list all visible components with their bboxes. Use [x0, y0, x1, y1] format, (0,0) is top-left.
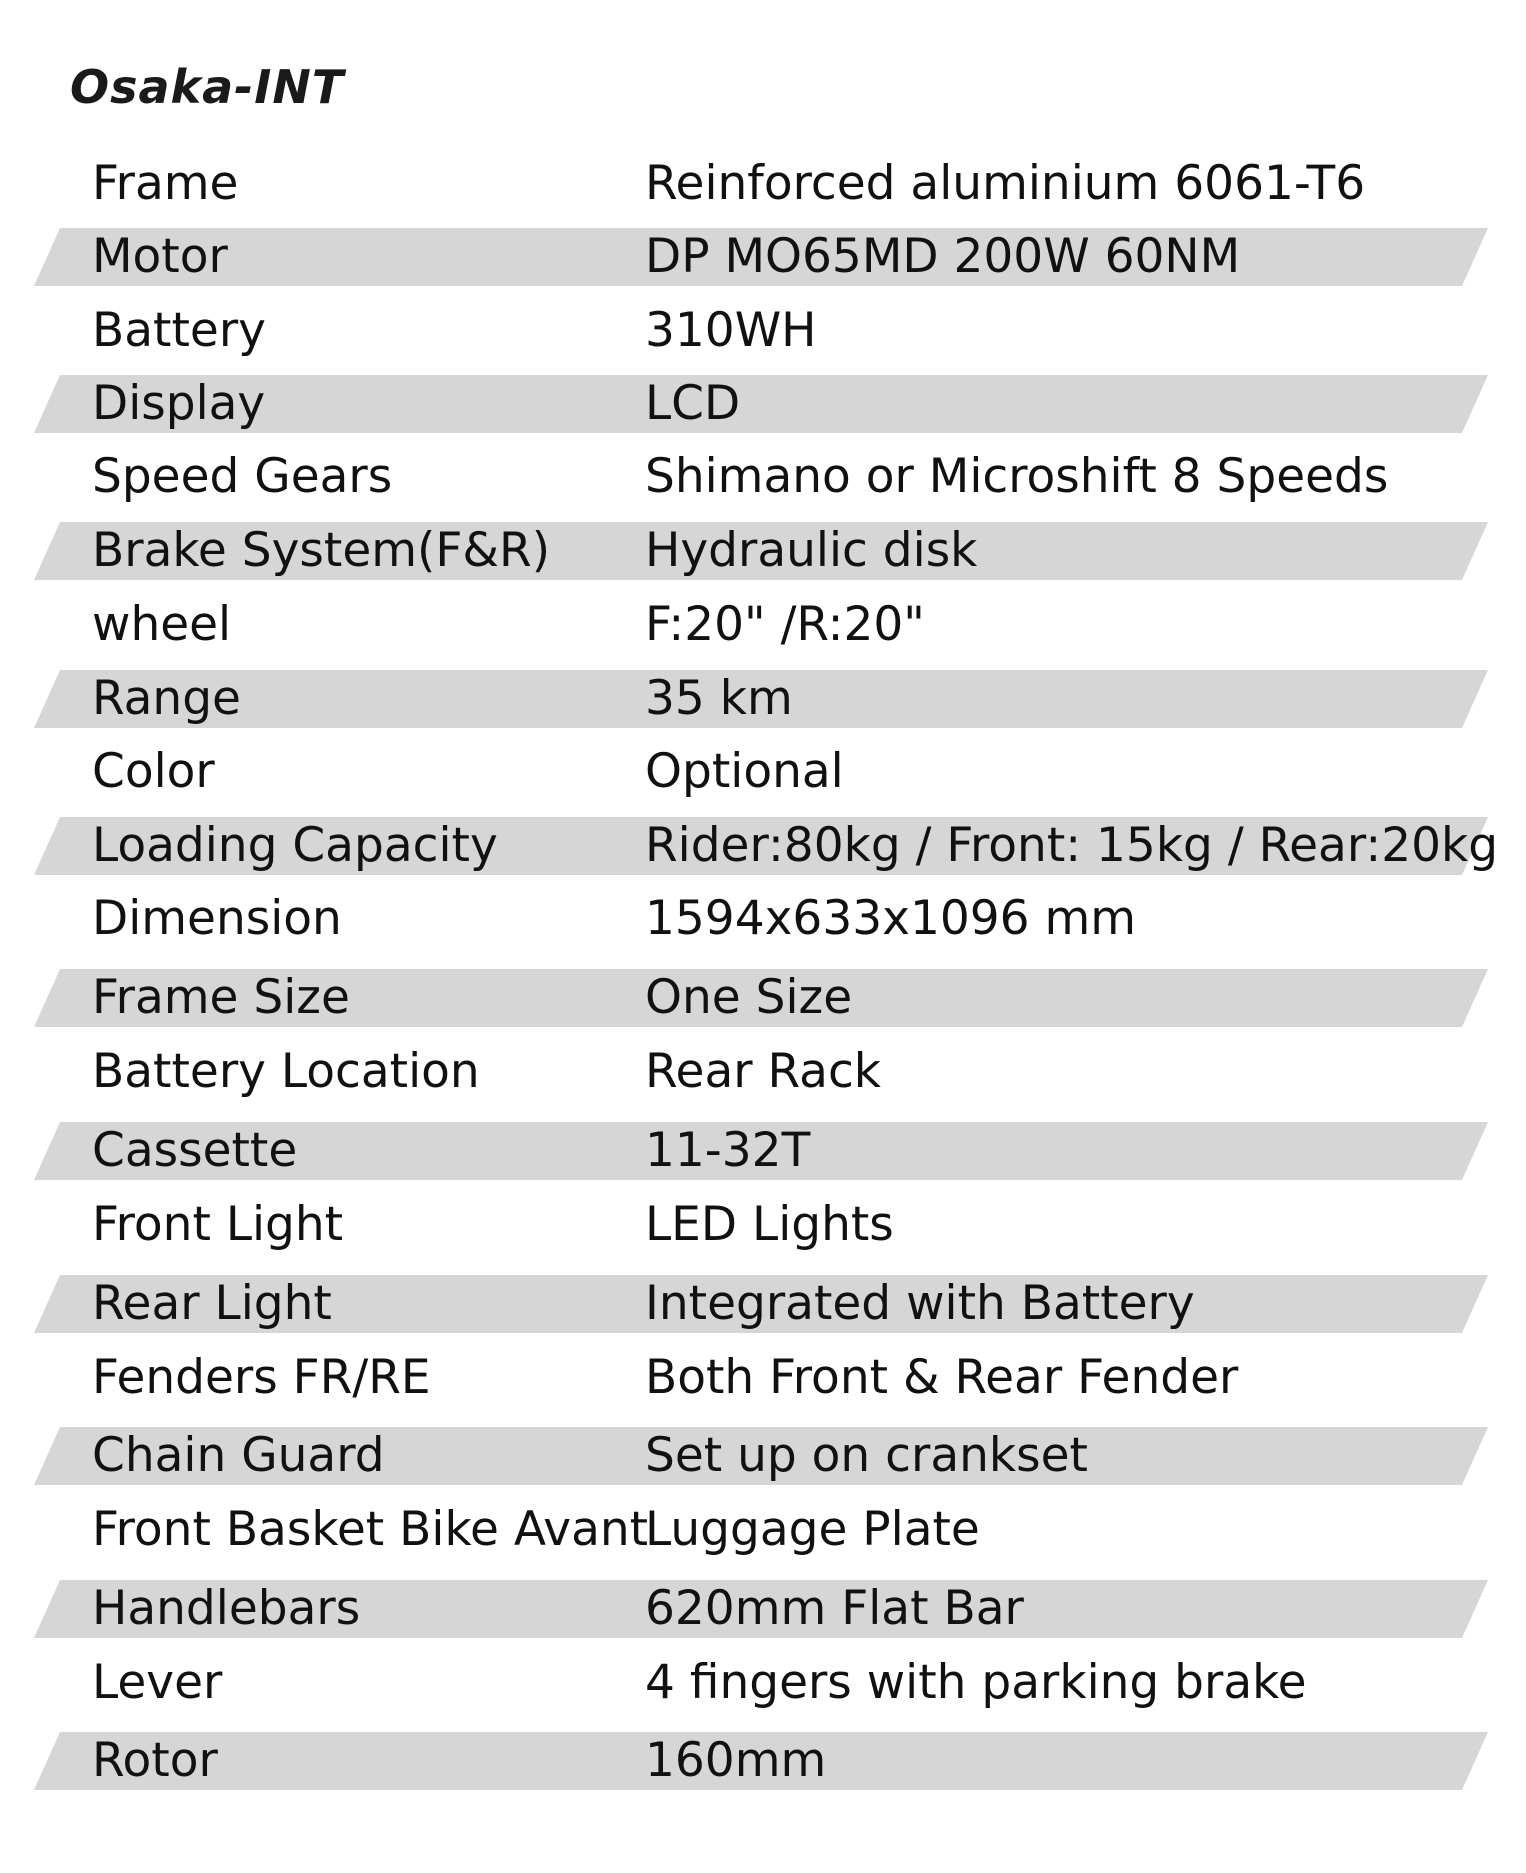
spec-row — [0, 1349, 1526, 1407]
spec-label: wheel — [92, 597, 232, 652]
spec-row — [0, 522, 1526, 580]
spec-label: Fenders FR/RE — [92, 1350, 431, 1405]
spec-value: LCD — [645, 376, 741, 431]
spec-row — [0, 1732, 1526, 1790]
spec-value: Rider:80kg / Front: 15kg / Rear:20kg — [645, 818, 1499, 873]
spec-row — [0, 302, 1526, 360]
spec-label: Loading Capacity — [92, 818, 498, 873]
spec-row — [0, 1196, 1526, 1254]
spec-label: Battery Location — [92, 1044, 480, 1099]
spec-label: Handlebars — [92, 1581, 361, 1636]
spec-label: Color — [92, 744, 215, 799]
spec-row — [0, 155, 1526, 213]
spec-value: 1594x633x1096 mm — [645, 891, 1137, 946]
spec-value: Set up on crankset — [645, 1428, 1088, 1483]
spec-value: Integrated with Battery — [645, 1276, 1195, 1331]
spec-row — [0, 1580, 1526, 1638]
spec-row — [0, 743, 1526, 801]
spec-row — [0, 1501, 1526, 1559]
spec-row — [0, 670, 1526, 728]
spec-label: Dimension — [92, 891, 342, 946]
spec-row — [0, 817, 1526, 875]
spec-label: Frame — [92, 156, 239, 211]
spec-row — [0, 890, 1526, 948]
spec-value: F:20" /R:20" — [645, 597, 925, 652]
spec-row — [0, 1122, 1526, 1180]
spec-value: 4 fingers with parking brake — [645, 1655, 1307, 1710]
spec-label: Display — [92, 376, 266, 431]
spec-label: Battery — [92, 303, 266, 358]
spec-label: Rotor — [92, 1733, 218, 1788]
spec-value: LED Lights — [645, 1197, 894, 1252]
spec-row — [0, 1654, 1526, 1712]
spec-value: 310WH — [645, 303, 817, 358]
spec-row — [0, 1043, 1526, 1101]
spec-label: Brake System(F&R) — [92, 523, 551, 578]
spec-value: One Size — [645, 970, 853, 1025]
page-title: Osaka-INT — [70, 60, 345, 114]
spec-row — [0, 375, 1526, 433]
spec-value: 35 km — [645, 671, 793, 726]
spec-label: Front Basket Bike Avant — [92, 1502, 649, 1557]
spec-value: Shimano or Microshift 8 Speeds — [645, 449, 1389, 504]
spec-label: Cassette — [92, 1123, 298, 1178]
spec-value: 620mm Flat Bar — [645, 1581, 1024, 1636]
spec-row — [0, 448, 1526, 506]
spec-label: Motor — [92, 229, 228, 284]
spec-label: Frame Size — [92, 970, 350, 1025]
spec-value: Both Front & Rear Fender — [645, 1350, 1239, 1405]
spec-label: Speed Gears — [92, 449, 393, 504]
spec-value: Optional — [645, 744, 844, 799]
spec-label: Chain Guard — [92, 1428, 385, 1483]
spec-value: Hydraulic disk — [645, 523, 978, 578]
spec-row — [0, 596, 1526, 654]
spec-row — [0, 228, 1526, 286]
spec-label: Range — [92, 671, 241, 726]
spec-value: Reinforced aluminium 6061-T6 — [645, 156, 1366, 211]
spec-value: Luggage Plate — [645, 1502, 980, 1557]
spec-label: Lever — [92, 1655, 223, 1710]
spec-row — [0, 969, 1526, 1027]
spec-value: DP MO65MD 200W 60NM — [645, 229, 1241, 284]
spec-value: Rear Rack — [645, 1044, 882, 1099]
spec-value: 160mm — [645, 1733, 827, 1788]
spec-row — [0, 1275, 1526, 1333]
spec-value: 11-32T — [645, 1123, 811, 1178]
spec-label: Rear Light — [92, 1276, 332, 1331]
spec-row — [0, 1427, 1526, 1485]
spec-label: Front Light — [92, 1197, 344, 1252]
